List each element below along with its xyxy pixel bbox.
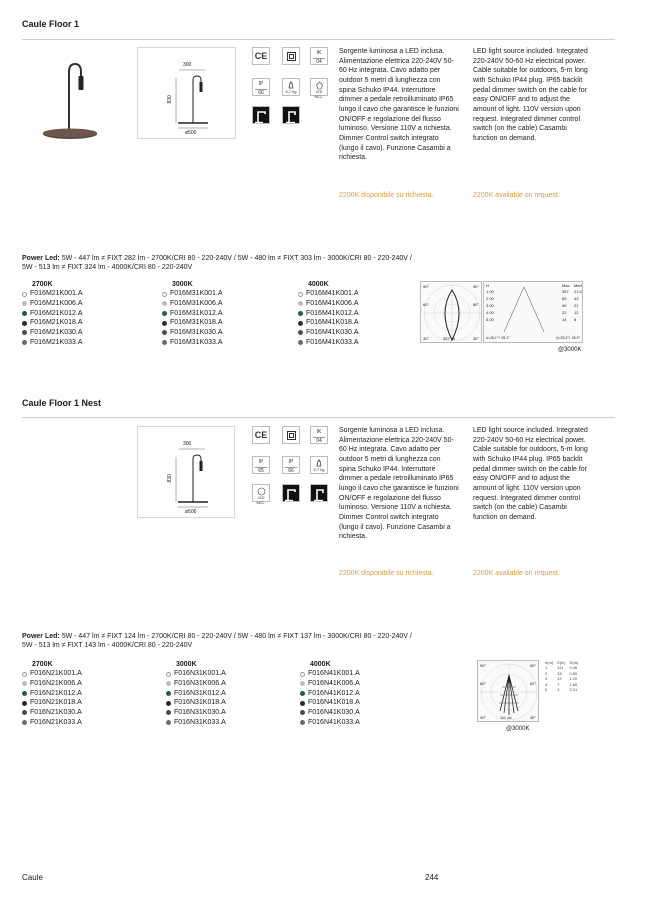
finish-swatch-icon bbox=[166, 681, 171, 686]
product-code: F016M31K018.A bbox=[170, 319, 223, 327]
product-code: F016N41K018.A bbox=[308, 699, 360, 707]
cone-h-label: H bbox=[486, 283, 489, 288]
code-column-3000k bbox=[162, 280, 282, 347]
description-english: LED light source included. Integrated 220-240V 50-60 Hz electrical power. Cable suitable for outdoors, 5-m long with Schuko IP44 plug. IP65 backlit pedal dimmer switch on the cable for easy ON/OFF and to adjust the amount of light. 110V version upon request. Integrated dimmer control switch (on the cable) Casambi function on demand. bbox=[473, 48, 588, 142]
product-code: F016N21K001.A bbox=[30, 670, 82, 678]
drawing-width-label: 300 bbox=[183, 62, 192, 68]
finish-swatch-icon bbox=[162, 321, 167, 326]
list-item bbox=[162, 309, 282, 319]
finish-swatch-icon bbox=[22, 340, 27, 345]
section-divider bbox=[22, 417, 615, 418]
finish-swatch-icon bbox=[298, 292, 303, 297]
illuminance-table bbox=[543, 660, 580, 692]
description-english-note: 2200K available on request. bbox=[473, 570, 560, 577]
list-item bbox=[22, 289, 142, 299]
polar-angle: 30° bbox=[423, 335, 430, 341]
list-item bbox=[162, 289, 282, 299]
code-list bbox=[22, 289, 142, 347]
list-item bbox=[166, 708, 286, 718]
product-code: F016M21K033.A bbox=[30, 338, 83, 346]
list-item bbox=[298, 289, 418, 299]
finish-swatch-icon bbox=[22, 701, 27, 706]
list-item bbox=[298, 299, 418, 309]
product-code: F016M41K018.A bbox=[306, 319, 359, 327]
polar-angle: 90° bbox=[472, 284, 479, 289]
power-led-info bbox=[22, 632, 622, 651]
finish-swatch-icon bbox=[22, 311, 27, 316]
product-code: F016N31K033.A bbox=[174, 718, 226, 726]
power-led-line-1: 5W - 447 lm ≠ FIXT 124 lm - 2700K/CRI 80 - 220-240V / 5W - 480 lm ≠ FIXT 137 lm - 3000K/CRI 80 - 220-240V / bbox=[61, 633, 412, 640]
product-code: F016N21K018.A bbox=[30, 699, 82, 707]
ip-label: IP bbox=[258, 459, 264, 465]
cone-row: 2.00 89 43 bbox=[486, 296, 579, 301]
ce-icon: CE bbox=[252, 47, 270, 65]
power-led-line-2: 5W - 513 lm ≠ FIXT 324 lm - 4000K/CRI 80 - 220-240V bbox=[22, 264, 193, 272]
outdoor-installation-icon bbox=[282, 106, 300, 124]
polar-angle: 90° bbox=[423, 284, 430, 289]
polar-angle: 60° bbox=[480, 681, 487, 686]
cone-foot-alpha: α=26,1°+ 26.1° bbox=[486, 336, 510, 341]
product-code: F016N21K030.A bbox=[30, 709, 82, 717]
list-item bbox=[300, 679, 420, 689]
list-item bbox=[298, 338, 418, 348]
finish-swatch-icon bbox=[162, 292, 167, 297]
led-included-icon bbox=[310, 78, 328, 99]
description-italian-note: 2200K disponibile su richiesta. bbox=[339, 570, 434, 577]
list-item bbox=[298, 309, 418, 319]
code-column-2700k bbox=[22, 280, 142, 347]
ip-label: IP bbox=[288, 459, 294, 465]
finish-swatch-icon bbox=[298, 321, 303, 326]
code-column-head: 4000K bbox=[310, 661, 331, 668]
polar-angle: 90° bbox=[529, 663, 536, 668]
ik-value: 04 bbox=[313, 437, 325, 445]
code-list bbox=[162, 289, 282, 347]
cone-head-max: Max bbox=[562, 283, 570, 288]
section-divider bbox=[22, 39, 615, 40]
product-code: F016N21K012.A bbox=[30, 689, 82, 697]
ip-value: 66 bbox=[255, 89, 267, 97]
product-code: F016N41K030.A bbox=[308, 709, 360, 717]
description-italian-note: 2200K disponibile su richiesta. bbox=[339, 192, 434, 199]
list-item bbox=[162, 328, 282, 338]
code-column-head: 2700K bbox=[32, 661, 53, 668]
product-code: F016M31K006.A bbox=[170, 300, 223, 308]
list-item bbox=[22, 669, 142, 679]
table-row: 1 111 0.40 bbox=[545, 665, 578, 671]
finish-swatch-icon bbox=[166, 720, 171, 725]
outdoor-installation-icon bbox=[310, 484, 328, 502]
product-code: F016N41K012.A bbox=[308, 689, 360, 697]
list-item bbox=[22, 328, 142, 338]
ik-rating-icon bbox=[310, 426, 328, 444]
list-item bbox=[298, 328, 418, 338]
product-code: F016N41K001.A bbox=[308, 670, 360, 678]
list-item bbox=[298, 318, 418, 328]
ip-rating-icon bbox=[282, 456, 300, 474]
finish-swatch-icon bbox=[22, 321, 27, 326]
code-column-head: 3000K bbox=[176, 661, 197, 668]
list-item bbox=[166, 689, 286, 699]
finish-swatch-icon bbox=[162, 330, 167, 335]
product-code: F016M41K001.A bbox=[306, 290, 359, 298]
class-double-insulation-icon bbox=[282, 426, 300, 444]
finish-swatch-icon bbox=[22, 720, 27, 725]
ik-label: IK bbox=[316, 50, 322, 56]
list-item bbox=[166, 679, 286, 689]
code-column-head: 2700K bbox=[32, 281, 53, 288]
power-led-info bbox=[22, 254, 622, 273]
weight-label: 5,7 kg bbox=[313, 467, 325, 472]
polar-intensity: 357 cd bbox=[443, 335, 456, 341]
drawing-base-label: ø500 bbox=[185, 509, 197, 515]
led-included-label: LED INCL. bbox=[256, 496, 266, 505]
finish-swatch-icon bbox=[298, 340, 303, 345]
product-code: F016M41K006.A bbox=[306, 300, 359, 308]
list-item bbox=[300, 689, 420, 699]
product-code: F016N31K018.A bbox=[174, 699, 226, 707]
power-led-label: Power Led: bbox=[22, 633, 60, 640]
product-code: F016M21K030.A bbox=[30, 329, 83, 337]
led-included-label: LED INCL. bbox=[314, 90, 324, 99]
list-item bbox=[166, 698, 286, 708]
cone-row: 4.00 22 12 bbox=[486, 310, 579, 315]
color-temperature-label: @3000K bbox=[506, 726, 530, 732]
table-head: E(lx) bbox=[557, 660, 566, 665]
finish-swatch-icon bbox=[298, 301, 303, 306]
list-item bbox=[22, 708, 142, 718]
description-english: LED light source included. Integrated 220-240V 50-60 Hz electrical power. Cable suitable for outdoors, 5-m long with Schuko IP44 plug. IP65 backlit pedal dimmer switch on the cable for easy ON/OFF and to adjust the amount of light. 110V version upon request. Integrated dimmer control switch (on the cable) Casambi function on demand. bbox=[473, 427, 588, 521]
code-column-head: 4000K bbox=[308, 281, 329, 288]
weight-icon bbox=[310, 456, 328, 474]
finish-swatch-icon bbox=[162, 340, 167, 345]
product-code: F016M31K001.A bbox=[170, 290, 223, 298]
code-list bbox=[22, 669, 142, 727]
polar-intensity: 111 cd bbox=[500, 714, 512, 720]
polar-light-diagram bbox=[477, 660, 539, 722]
finish-swatch-icon bbox=[22, 301, 27, 306]
weight-label: 5,7 kg bbox=[285, 89, 297, 94]
finish-swatch-icon bbox=[22, 672, 27, 677]
finish-swatch-icon bbox=[300, 691, 305, 696]
product-code: F016M21K018.A bbox=[30, 319, 83, 327]
finish-swatch-icon bbox=[22, 681, 27, 686]
list-item bbox=[166, 718, 286, 728]
product-code: F016N41K033.A bbox=[308, 718, 360, 726]
cone-rows bbox=[486, 289, 582, 324]
product-code: F016M31K033.A bbox=[170, 338, 223, 346]
list-item bbox=[22, 689, 142, 699]
code-list bbox=[166, 669, 286, 727]
ip-rating-icon bbox=[252, 456, 270, 474]
technical-drawing bbox=[137, 426, 235, 518]
code-column-3000k bbox=[166, 660, 286, 727]
finish-swatch-icon bbox=[300, 720, 305, 725]
finish-swatch-icon bbox=[162, 311, 167, 316]
polar-angle: 30° bbox=[472, 335, 479, 341]
product-code: F016M41K012.A bbox=[306, 309, 359, 317]
table-head: h(m) bbox=[545, 660, 554, 665]
product-code: F016N31K030.A bbox=[174, 709, 226, 717]
finish-swatch-icon bbox=[22, 710, 27, 715]
cone-head-med: Med bbox=[574, 283, 582, 288]
finish-swatch-icon bbox=[298, 330, 303, 335]
power-led-line-2: 5W - 513 lm ≠ FIXT 143 lm - 4000K/CRI 80 - 220-240V bbox=[22, 642, 193, 650]
list-item bbox=[22, 338, 142, 348]
list-item bbox=[166, 669, 286, 679]
product-code: F016N31K001.A bbox=[174, 670, 226, 678]
drawing-width-label: 300 bbox=[183, 441, 192, 447]
product-code: F016M31K012.A bbox=[170, 309, 223, 317]
product-code: F016M41K030.A bbox=[306, 329, 359, 337]
list-item bbox=[300, 718, 420, 728]
finish-swatch-icon bbox=[166, 701, 171, 706]
drawing-height-label: 830 bbox=[166, 95, 173, 104]
floor-lamp-symbol-icon bbox=[252, 106, 270, 124]
power-led-label: Power Led: bbox=[22, 255, 60, 262]
ik-label: IK bbox=[316, 429, 322, 435]
table-row: 5 4 2.01 bbox=[545, 686, 578, 692]
description-italian: Sorgente luminosa a LED inclusa. Alimentazione elettrica 220-240V 50-60 Hz integrata. Cavo adatto per outdoor 5 metri di lunghezza con spina Schuko IP44. Interruttore dimmer a pedale retroilluminato IP65 lungo il cavo che garantisce le funzioni ON/OFF e regolazione del flusso luminoso. Versione 110V a richiesta. Dimmer Control switch integrato (lungo il cavo). Funzione Casambi a richiesta. bbox=[339, 427, 459, 541]
code-list bbox=[298, 289, 418, 347]
page-number: 244 bbox=[425, 873, 439, 882]
product-code: F016M21K001.A bbox=[30, 290, 83, 298]
led-included-icon bbox=[252, 484, 270, 505]
product-code: F016N21K033.A bbox=[30, 718, 82, 726]
list-item bbox=[300, 708, 420, 718]
finish-swatch-icon bbox=[166, 672, 171, 677]
drawing-base-label: ø500 bbox=[185, 130, 197, 136]
list-item bbox=[22, 698, 142, 708]
code-column-2700k bbox=[22, 660, 142, 727]
list-item bbox=[22, 318, 142, 328]
ip-rating-icon bbox=[252, 78, 270, 96]
ip-value: 66 bbox=[285, 467, 297, 475]
polar-angle: 60° bbox=[472, 302, 479, 307]
product-code: F016N31K012.A bbox=[174, 689, 226, 697]
finish-swatch-icon bbox=[166, 710, 171, 715]
class-double-insulation-icon bbox=[282, 47, 300, 65]
finish-swatch-icon bbox=[22, 330, 27, 335]
ik-value: 04 bbox=[313, 58, 325, 66]
product-photo bbox=[22, 58, 122, 143]
table-row: 2 28 0.80 bbox=[545, 670, 578, 676]
description-italian: Sorgente luminosa a LED inclusa. Alimentazione elettrica 220-240V 50-60 Hz integrata. Cavo adatto per outdoor 5 metri di lunghezza con spina Schuko IP44. Interruttore dimmer a pedale retroilluminato IP65 lungo il cavo che garantisce le funzioni ON/OFF e regolazione del flusso luminoso. Versione 110V a richiesta. Dimmer Control switch integrato (lungo il cavo). Funzione Casambi a richiesta. bbox=[339, 48, 459, 162]
footer-brand: Caule bbox=[22, 873, 43, 882]
product-code: F016M21K006.A bbox=[30, 300, 83, 308]
ik-rating-icon bbox=[310, 47, 328, 65]
polar-angle: 60° bbox=[423, 302, 430, 307]
polar-angle: 90° bbox=[480, 663, 487, 668]
finish-swatch-icon bbox=[162, 301, 167, 306]
polar-angle: 60° bbox=[529, 681, 536, 686]
list-item bbox=[162, 299, 282, 309]
cone-foot-beta: β=25,9°+ 25.9° bbox=[556, 336, 580, 341]
section-title: Caule Floor 1 Nest bbox=[22, 398, 102, 408]
list-item bbox=[162, 338, 282, 348]
product-code: F016N21K006.A bbox=[30, 680, 82, 688]
list-item bbox=[162, 318, 282, 328]
table-head: D(m) bbox=[569, 660, 579, 665]
code-column-4000k bbox=[300, 660, 420, 727]
product-code: F016M41K033.A bbox=[306, 338, 359, 346]
list-item bbox=[22, 299, 142, 309]
table-row: 3 12 1.20 bbox=[545, 676, 578, 682]
drawing-height-label: 830 bbox=[166, 474, 173, 483]
color-temperature-label: @3000K bbox=[558, 347, 582, 353]
technical-drawing bbox=[137, 47, 236, 139]
code-column-head: 3000K bbox=[172, 281, 193, 288]
finish-swatch-icon bbox=[22, 691, 27, 696]
table-row: 4 7 1.60 bbox=[545, 681, 578, 687]
polar-angle: 30° bbox=[480, 714, 487, 720]
finish-swatch-icon bbox=[300, 672, 305, 677]
polar-light-diagram bbox=[420, 281, 482, 343]
polar-angle: 30° bbox=[529, 714, 536, 720]
description-english-note: 2200K available on request. bbox=[473, 192, 560, 199]
power-led-line-1: 5W - 447 lm ≠ FIXT 282 lm - 2700K/CRI 80 - 220-240V / 5W - 480 lm ≠ FIXT 303 lm - 3000K/CRI 80 - 220-240V / bbox=[61, 255, 412, 262]
code-column-4000k bbox=[298, 280, 418, 347]
code-list bbox=[300, 669, 420, 727]
ip-label: IP bbox=[258, 81, 264, 87]
list-item bbox=[22, 718, 142, 728]
cone-row: 1.00 357 21.5 bbox=[486, 289, 582, 294]
list-item bbox=[22, 309, 142, 319]
list-item bbox=[300, 669, 420, 679]
floor-lamp-symbol-icon bbox=[282, 484, 300, 502]
weight-icon bbox=[282, 78, 300, 96]
list-item bbox=[300, 698, 420, 708]
product-code: F016N31K006.A bbox=[174, 680, 226, 688]
ip-value: 65 bbox=[255, 467, 267, 475]
product-code: F016M31K030.A bbox=[170, 329, 223, 337]
product-code: F016N41K006.A bbox=[308, 680, 360, 688]
finish-swatch-icon bbox=[298, 311, 303, 316]
product-code: F016M21K012.A bbox=[30, 309, 83, 317]
cone-row: 5.00 14 8 bbox=[486, 317, 577, 322]
finish-swatch-icon bbox=[300, 681, 305, 686]
list-item bbox=[22, 679, 142, 689]
section-title: Caule Floor 1 bbox=[22, 19, 80, 29]
ce-icon: CE bbox=[252, 426, 270, 444]
finish-swatch-icon bbox=[300, 710, 305, 715]
finish-swatch-icon bbox=[300, 701, 305, 706]
finish-swatch-icon bbox=[22, 292, 27, 297]
light-cone-diagram bbox=[483, 281, 583, 343]
finish-swatch-icon bbox=[166, 691, 171, 696]
cone-row: 3.00 40 21 bbox=[486, 303, 579, 308]
